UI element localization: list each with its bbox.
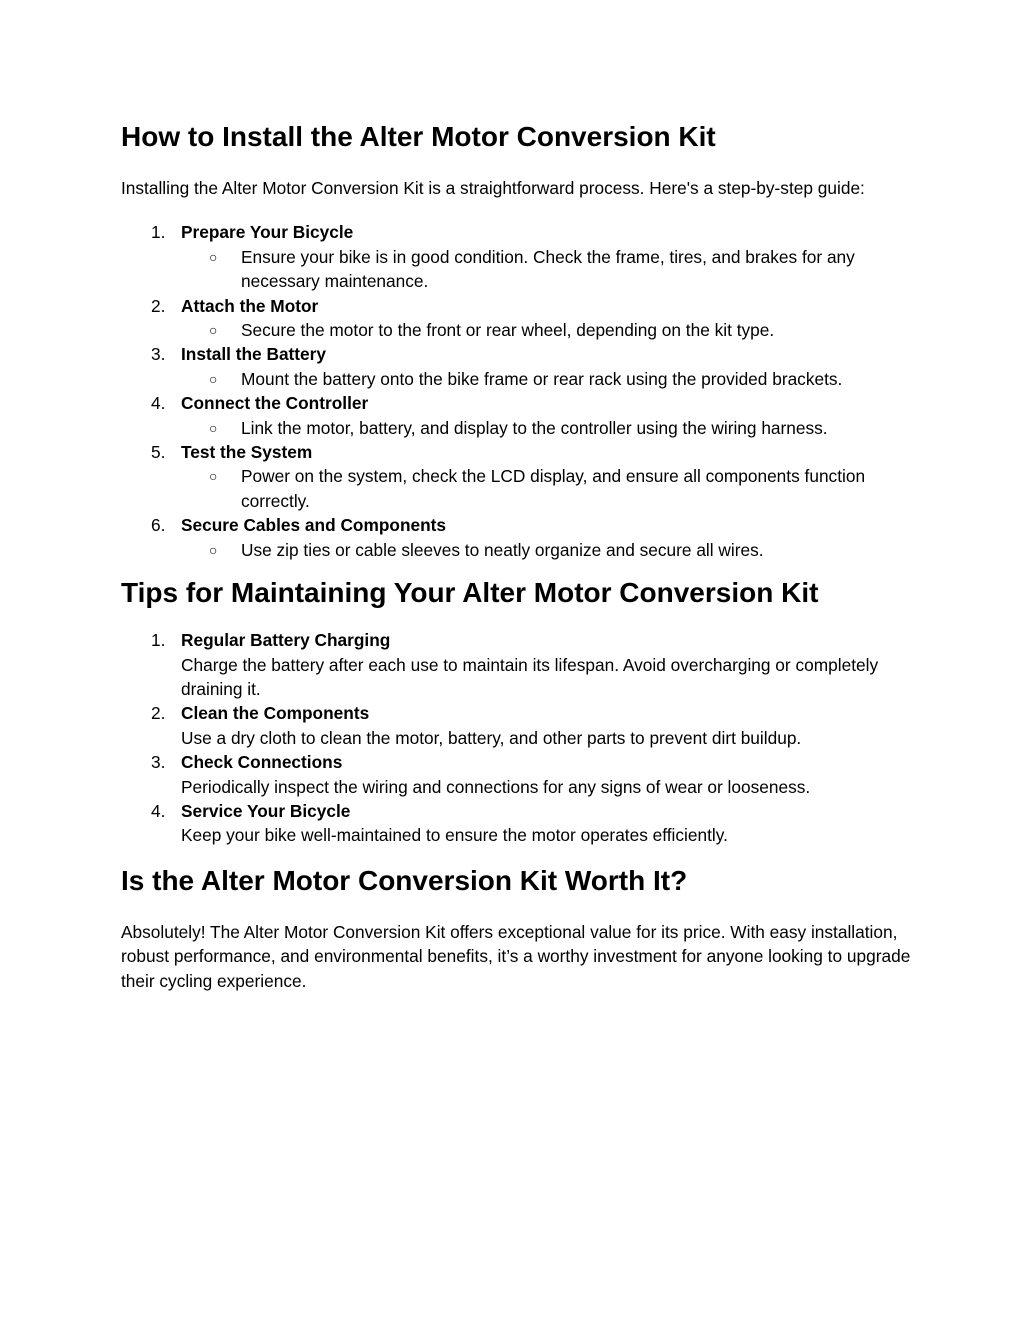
tip-detail: Keep your bike well-maintained to ensure the motor operates efficiently. [181, 825, 728, 846]
hollow-bullet-icon: ○ [209, 322, 218, 339]
step-detail [181, 318, 911, 342]
step-title: Connect the Controller [181, 393, 369, 414]
hollow-bullet-icon: ○ [209, 419, 218, 436]
list-item [121, 342, 911, 391]
list-item [121, 440, 911, 513]
step-number: 4. [151, 393, 166, 414]
tip-detail: Use a dry cloth to clean the motor, battery, and other parts to prevent dirt buildup. [181, 727, 802, 748]
step-title: Test the System [181, 442, 313, 463]
worth-heading: Is the Alter Motor Conversion Kit Worth It? [121, 864, 688, 896]
list-item [121, 294, 911, 343]
step-number: 6. [151, 515, 166, 536]
step-number: 5. [151, 442, 166, 463]
step-detail-text: Link the motor, battery, and display to the controller using the wiring harness. [241, 417, 828, 438]
tip-detail: Periodically inspect the wiring and connections for any signs of wear or looseness. [181, 776, 811, 797]
step-detail-text: Power on the system, check the LCD display, and ensure all components function correctly. [241, 466, 866, 511]
tip-number: 4. [151, 800, 166, 821]
list-item [121, 750, 911, 799]
step-detail [181, 416, 911, 440]
step-detail [181, 367, 911, 391]
list-item [121, 391, 911, 440]
list-item [121, 799, 911, 848]
tip-title: Clean the Components [181, 703, 370, 724]
list-item [121, 513, 911, 562]
hollow-bullet-icon: ○ [209, 541, 218, 558]
step-title: Secure Cables and Components [181, 515, 447, 536]
tip-title: Service Your Bicycle [181, 800, 351, 821]
install-heading: How to Install the Alter Motor Conversion Kit [121, 121, 716, 152]
step-detail [181, 538, 911, 562]
hollow-bullet-icon: ○ [209, 248, 218, 265]
tip-detail: Charge the battery after each use to maintain its lifespan. Avoid overcharging or completely draining it. [181, 654, 879, 699]
step-detail-text: Use zip ties or cable sleeves to neatly organize and secure all wires. [241, 539, 764, 560]
tip-number: 3. [151, 752, 166, 773]
tip-title: Regular Battery Charging [181, 630, 391, 651]
document-page [121, 118, 911, 993]
tip-number: 1. [151, 630, 166, 651]
hollow-bullet-icon: ○ [209, 468, 218, 485]
list-item [121, 220, 911, 293]
step-title: Prepare Your Bicycle [181, 222, 354, 243]
install-intro: Installing the Alter Motor Conversion Kit is a straightforward process. Here's a step-by-step guide: [121, 178, 865, 198]
tips-list [121, 628, 911, 848]
step-title: Attach the Motor [181, 295, 319, 316]
step-title: Install the Battery [181, 344, 327, 365]
list-item [121, 628, 911, 701]
list-item [121, 701, 911, 750]
install-steps-list [121, 220, 911, 562]
tips-heading: Tips for Maintaining Your Alter Motor Conversion Kit [121, 577, 819, 609]
step-detail-text: Mount the battery onto the bike frame or rear rack using the provided brackets. [241, 368, 843, 389]
worth-body: Absolutely! The Alter Motor Conversion Kit offers exceptional value for its price. With easy installation, robust performance, and environmental benefits, it’s a worthy investment for anyone looking to upgrade their cycling experience. [121, 921, 911, 991]
tip-title: Check Connections [181, 752, 343, 773]
step-number: 3. [151, 344, 166, 365]
step-detail [181, 464, 911, 513]
step-detail [181, 245, 911, 294]
hollow-bullet-icon: ○ [209, 370, 218, 387]
step-number: 2. [151, 295, 166, 316]
step-detail-text: Ensure your bike is in good condition. Check the frame, tires, and brakes for any necessary maintenance. [241, 246, 855, 292]
step-detail-text: Secure the motor to the front or rear wheel, depending on the kit type. [241, 320, 775, 341]
step-number: 1. [151, 222, 166, 243]
tip-number: 2. [151, 703, 166, 724]
